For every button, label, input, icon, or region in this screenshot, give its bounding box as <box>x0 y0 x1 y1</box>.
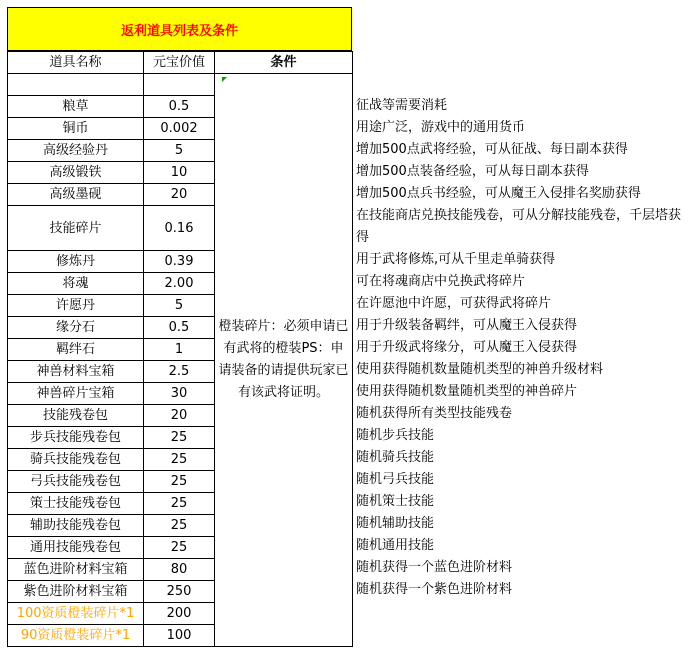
item-value: 2.00 <box>144 273 215 295</box>
item-name: 高级墨砚 <box>8 184 144 206</box>
item-name: 策士技能残卷包 <box>8 493 144 515</box>
item-description: 用于升级装备羁绊，可从魔王入侵获得 <box>356 318 578 333</box>
item-name: 蓝色进阶材料宝箱 <box>8 559 144 581</box>
item-name: 辅助技能残卷包 <box>8 515 144 537</box>
item-description: 在技能商店兑换技能残卷，可从分解技能残卷，千层塔获得 <box>356 208 682 245</box>
item-value: 1 <box>144 339 215 361</box>
item-description: 随机骑兵技能 <box>356 450 435 465</box>
item-value: 20 <box>144 405 215 427</box>
empty-row <box>8 74 353 96</box>
item-name: 缘分石 <box>8 317 144 339</box>
item-value: 5 <box>144 140 215 162</box>
condition-text: 橙装碎片：必须申请已有武将的橙装PS：申请装备的请提供玩家已有该武将证明。 <box>218 319 349 400</box>
rebate-sheet <box>7 7 351 647</box>
item-description: 增加500点装备经验，可从每日副本获得 <box>356 164 589 179</box>
item-name: 铜币 <box>8 118 144 140</box>
item-description: 增加500点武将经验，可从征战、每日副本获得 <box>356 142 628 157</box>
item-name: 将魂 <box>8 273 144 295</box>
item-name: 神兽碎片宝箱 <box>8 383 144 405</box>
item-description: 随机辅助技能 <box>356 516 435 531</box>
item-value: 250 <box>144 581 215 603</box>
item-value: 25 <box>144 515 215 537</box>
cell-comment-marker <box>222 77 227 82</box>
item-description: 用于武将修炼,可从千里走单骑获得 <box>356 252 556 267</box>
item-description: 随机策士技能 <box>356 494 435 509</box>
condition-cell <box>215 74 353 647</box>
item-value: 25 <box>144 537 215 559</box>
header-name: 道具名称 <box>8 52 144 74</box>
item-value: 80 <box>144 559 215 581</box>
item-name: 许愿丹 <box>8 295 144 317</box>
item-value: 2.5 <box>144 361 215 383</box>
item-value: 10 <box>144 162 215 184</box>
item-value: 5 <box>144 295 215 317</box>
item-name: 步兵技能残卷包 <box>8 427 144 449</box>
item-name: 羁绊石 <box>8 339 144 361</box>
item-name: 通用技能残卷包 <box>8 537 144 559</box>
header-condition: 条件 <box>215 52 353 74</box>
item-description: 增加500点兵书经验，可从魔王入侵排名奖励获得 <box>356 186 641 201</box>
item-name: 修炼丹 <box>8 251 144 273</box>
item-name: 90资质橙装碎片*1 <box>8 625 144 647</box>
item-description: 使用获得随机数量随机类型的神兽碎片 <box>356 384 578 399</box>
item-name: 紫色进阶材料宝箱 <box>8 581 144 603</box>
item-value: 25 <box>144 493 215 515</box>
item-value: 0.39 <box>144 251 215 273</box>
item-name: 技能碎片 <box>8 206 144 251</box>
item-value: 200 <box>144 603 215 625</box>
item-value: 0.5 <box>144 317 215 339</box>
item-description: 随机获得一个蓝色进阶材料 <box>356 560 513 575</box>
item-description: 在许愿池中许愿，可获得武将碎片 <box>356 296 552 311</box>
item-value: 0.5 <box>144 96 215 118</box>
header-value: 元宝价值 <box>144 52 215 74</box>
item-description: 随机步兵技能 <box>356 428 435 443</box>
item-name: 100资质橙装碎片*1 <box>8 603 144 625</box>
item-value: 25 <box>144 471 215 493</box>
item-name: 高级锻铁 <box>8 162 144 184</box>
item-description: 随机弓兵技能 <box>356 472 435 487</box>
item-description: 随机获得一个紫色进阶材料 <box>356 582 513 597</box>
item-value: 0.002 <box>144 118 215 140</box>
sheet-title: 返利道具列表及条件 <box>7 7 352 51</box>
item-value: 100 <box>144 625 215 647</box>
item-description: 使用获得随机数量随机类型的神兽升级材料 <box>356 362 604 377</box>
item-value: 25 <box>144 427 215 449</box>
item-name: 弓兵技能残卷包 <box>8 471 144 493</box>
header-row <box>8 52 353 74</box>
item-name: 高级经验丹 <box>8 140 144 162</box>
item-description: 用于升级武将缘分，可从魔王入侵获得 <box>356 340 578 355</box>
item-name: 骑兵技能残卷包 <box>8 449 144 471</box>
item-value: 0.16 <box>144 206 215 251</box>
item-value: 25 <box>144 449 215 471</box>
item-table <box>7 51 353 647</box>
item-description: 用途广泛，游戏中的通用货币 <box>356 120 526 135</box>
item-value: 30 <box>144 383 215 405</box>
item-description: 随机获得所有类型技能残卷 <box>356 406 513 421</box>
item-value: 20 <box>144 184 215 206</box>
item-description: 可在将魂商店中兑换武将碎片 <box>356 274 526 289</box>
item-description: 征战等需要消耗 <box>356 98 448 113</box>
item-name: 技能残卷包 <box>8 405 144 427</box>
item-name: 粮草 <box>8 96 144 118</box>
item-name: 神兽材料宝箱 <box>8 361 144 383</box>
item-description: 随机通用技能 <box>356 538 435 553</box>
